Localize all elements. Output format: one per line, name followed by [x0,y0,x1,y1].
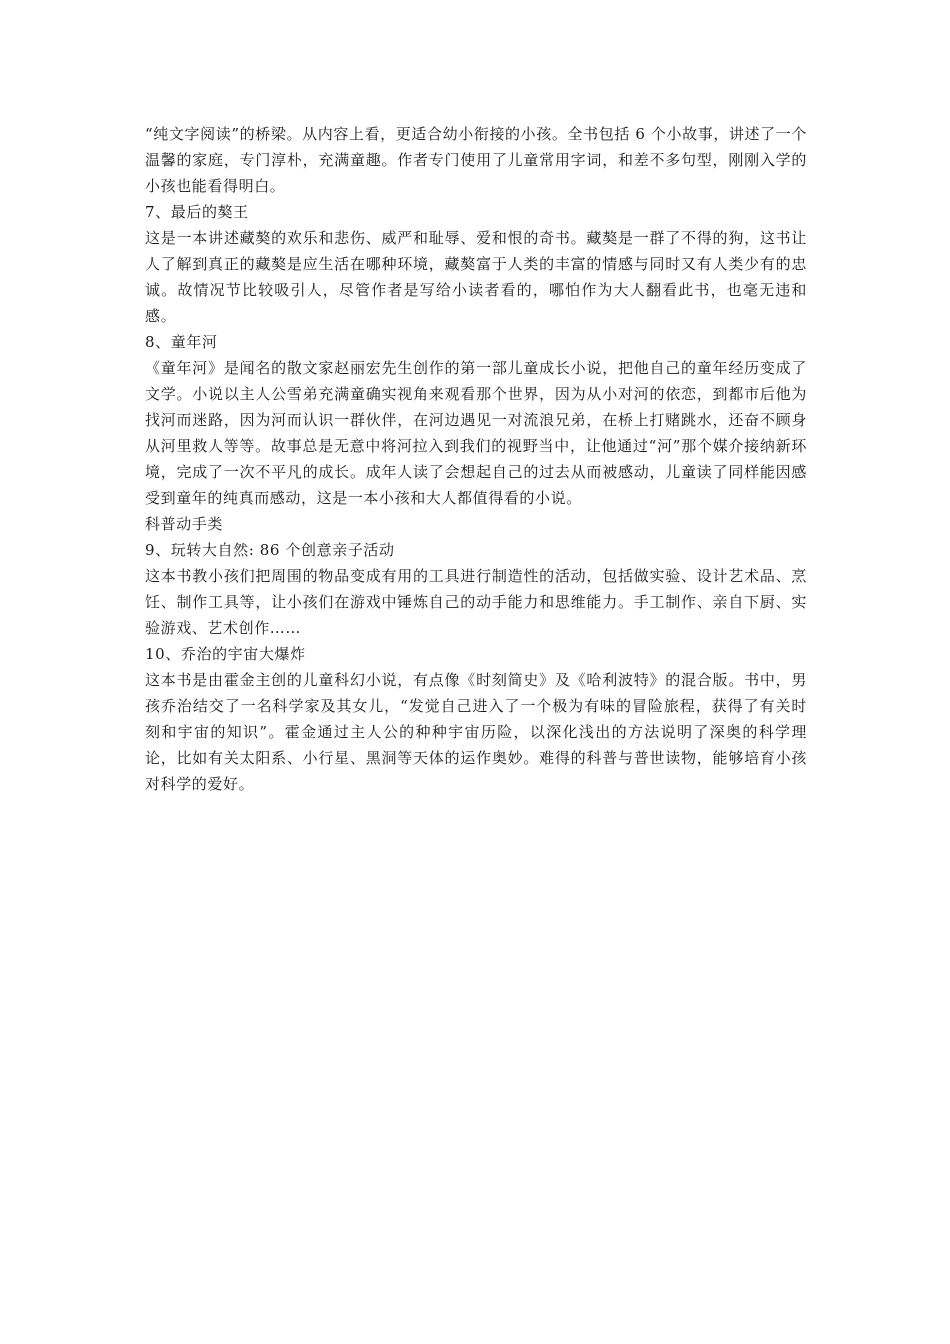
paragraph-play-with-nature: 这本书教小孩们把周围的物品变成有用的工具进行制造性的活动，包括做实验、设计艺术品、烹饪、制作工具等，让小孩们在游戏中锤炼自己的动手能力和思维能力。手工制作、亲自下厨、实验游戏、艺术创作…… [145,567,807,637]
heading-last-mastiff-king: 7、最后的獒王 [145,203,249,221]
section-heading-science-handson: 科普动手类 [145,515,224,533]
paragraph-mastiff: 这是一本讲述藏獒的欢乐和悲伤、威严和耻辱、爱和恨的奇书。藏獒是一群了不得的狗，这书让人了解到真正的藏獒是应生活在哪种环境，藏獒富于人类的丰富的情感与同时又有人类少有的忠诚。故情况节比较吸引人，尽管作者是写给小读者看的，哪怕作为大人翻看此书，也毫无违和感。 [145,229,807,325]
heading-play-with-nature: 9、玩转大自然: 86 个创意亲子活动 [145,541,395,559]
heading-george-big-bang: 10、乔治的宇宙大爆炸 [145,645,306,663]
paragraph-bridge-reading: “纯文字阅读”的桥梁。从内容上看，更适合幼小衔接的小孩。全书包括 6 个小故事，讲述了一个温馨的家庭，专门淳朴，充满童趣。作者专门使用了儿童常用字词，和差不多句型，刚刚入学的小孩也能看得明白。 [145,125,807,195]
heading-childhood-river: 8、童年河 [145,333,218,351]
paragraph-childhood-river: 《童年河》是闻名的散文家赵丽宏先生创作的第一部儿童成长小说，把他自己的童年经历变成了文学。小说以主人公雪弟充满童确实视角来观看那个世界，因为从小对河的依恋，到都市后他为找河而迷路，因为河而认识一群伙伴，在河边遇见一对流浪兄弟，在桥上打赌跳水，还奋不顾身从河里救人等等。故事总是无意中将河拉入到我们的视野当中，让他通过“河”那个媒介接纳新环境，完成了一次不平凡的成长。成年人读了会想起自己的过去从而被感动，儿童读了同样能因感受到童年的纯真而感动，这是一本小孩和大人都值得看的小说。 [145,359,807,507]
document-page [145,121,807,797]
paragraph-george-big-bang: 这本书是由霍金主创的儿童科幻小说，有点像《时刻简史》及《哈利波特》的混合版。书中，男孩乔治结交了一名科学家及其女儿，“发觉自己进入了一个极为有味的冒险旅程，获得了有关时刻和宇宙的知识”。霍金通过主人公的种种宇宙历险，以深化浅出的方法说明了深奥的科学理论，比如有关太阳系、小行星、黑洞等天体的运作奥妙。难得的科普与普世读物，能够培育小孩对科学的爱好。 [145,671,807,793]
